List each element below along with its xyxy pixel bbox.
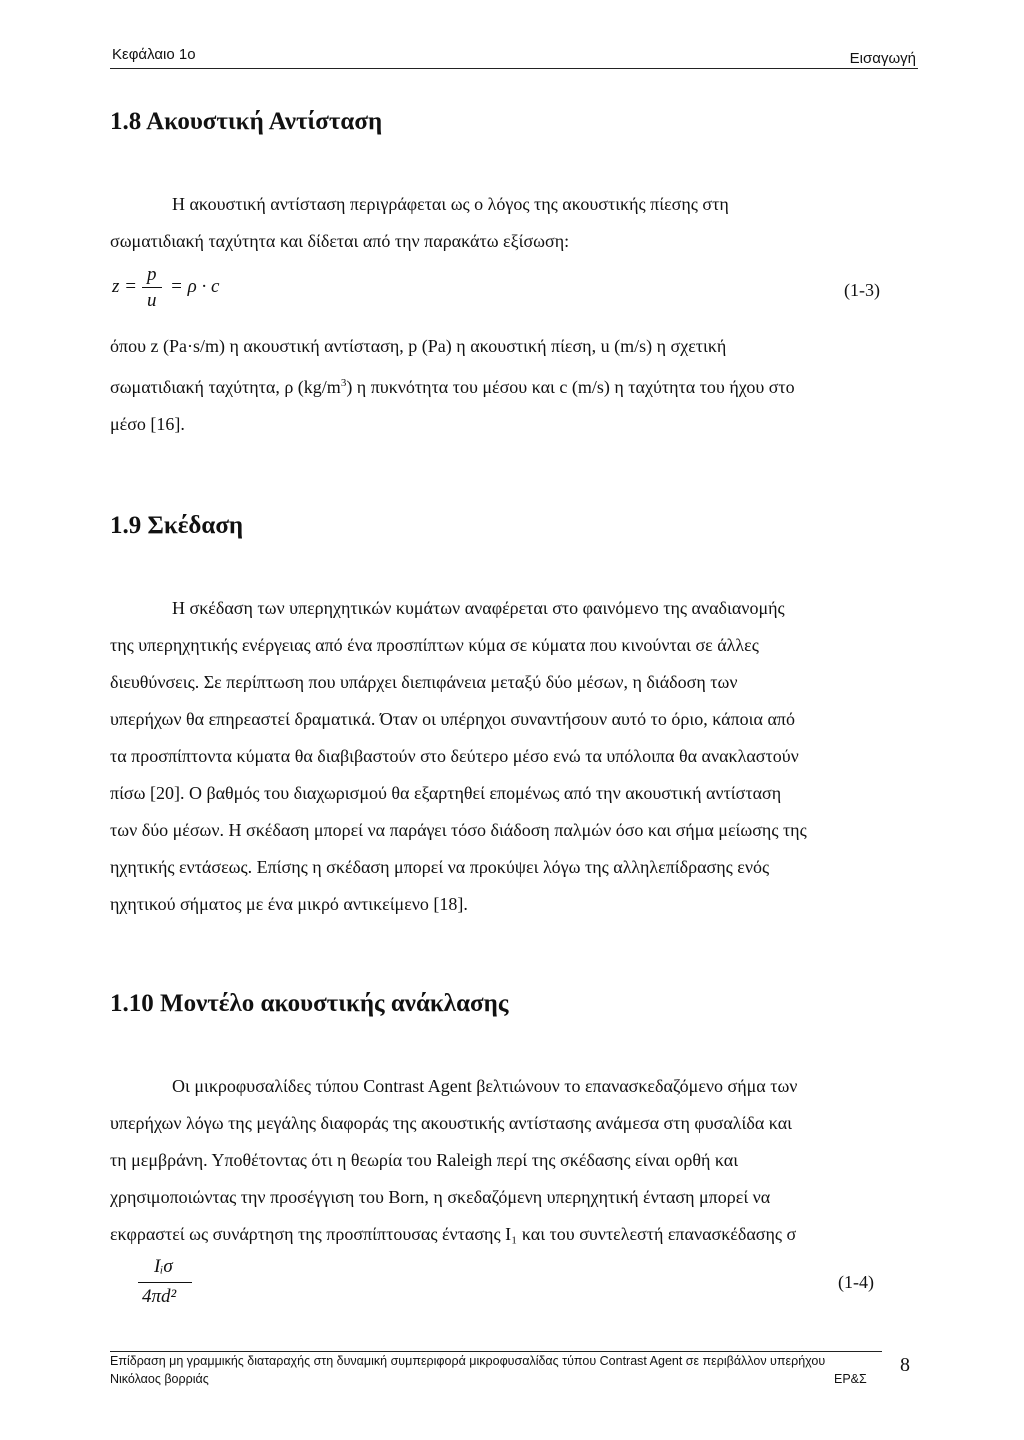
- equation-rhs: = ρ · c: [170, 276, 220, 297]
- paragraph-line: σωματιδιακή ταχύτητα και δίδεται από την παρακάτω εξίσωση:: [110, 231, 570, 251]
- paragraph-line: τη μεμβράνη. Υποθέτοντας ότι η θεωρία του Raleigh περί της σκέδασης είναι ορθή και: [110, 1150, 739, 1170]
- paragraph-line: εκφραστεί ως συνάρτηση της προσπίπτουσας έντασης I₁ και του συντελεστή επανασκέδασης σ: [110, 1224, 797, 1244]
- paragraph-line: όπου z (Pa·s/m) η ακουστική αντίσταση, p (Pa) η ακουστική πίεση, u (m/s) η σχετική: [110, 336, 727, 356]
- chapter-label: Κεφάλαιο 1ο: [112, 46, 196, 63]
- paragraph-reflection-model: [110, 1068, 918, 1253]
- footer-author: Νικόλαος βορριάς: [110, 1372, 209, 1386]
- equation-number-1-4: (1-4): [838, 1272, 874, 1292]
- footer-title: Επίδραση μη γραμμικής διαταραχής στη δυναμική συμπεριφορά μικροφυσαλίδας τύπου Contrast Agent σε περιβάλλον υπερήχου: [110, 1354, 826, 1368]
- equation-numerator: Iᵢσ: [154, 1256, 173, 1277]
- equation-1-4: [138, 1256, 258, 1312]
- paragraph-acoustic-impedance-intro: [110, 186, 918, 260]
- paragraph-line: Η σκέδαση των υπερηχητικών κυμάτων αναφέρεται στο φαινόμενο της αναδιανομής: [172, 598, 785, 618]
- section-heading-1-9: 1.9 Σκέδαση: [110, 512, 244, 539]
- paragraph-scattering: [110, 590, 918, 923]
- page-header: [110, 44, 918, 69]
- paragraph-line: διευθύνσεις. Σε περίπτωση που υπάρχει διεπιφάνεια μεταξύ δύο μέσων, η διάδοση των: [110, 672, 738, 692]
- section-heading-1-8: 1.8 Ακουστική Αντίσταση: [110, 108, 383, 135]
- equation-lhs: z =: [112, 276, 137, 297]
- footer-dept: ΕΡ&Σ: [834, 1372, 867, 1386]
- equation-number-1-3: (1-3): [844, 280, 880, 300]
- paragraph-line: μέσο [16].: [110, 414, 185, 434]
- footer-rule: [110, 1351, 882, 1352]
- paragraph-line: Η ακουστική αντίσταση περιγράφεται ως ο λόγος της ακουστικής πίεσης στη: [172, 194, 729, 214]
- paragraph-line: Οι μικροφυσαλίδες τύπου Contrast Agent βελτιώνουν το επανασκεδαζόμενο σήμα των: [172, 1076, 798, 1096]
- section-label: Εισαγωγή: [849, 50, 916, 67]
- paragraph-line: πίσω [20]. Ο βαθμός του διαχωρισμού θα εξαρτηθεί επομένως από την ακουστική αντίσταση: [110, 783, 782, 803]
- paragraph-line: της υπερηχητικής ενέργειας από ένα προσπίπτων κύμα σε κύματα που κινούνται σε άλλες: [110, 635, 759, 655]
- equation-1-3: [112, 264, 312, 318]
- paragraph-line: ηχητικής εντάσεως. Επίσης η σκέδαση μπορεί να προκύψει λόγω της αλληλεπίδρασης ενός: [110, 857, 770, 877]
- equation-denominator: u: [147, 290, 157, 311]
- paragraph-line: χρησιμοποιώντας την προσέγγιση του Born, η σκεδαζόμενη υπερηχητική ένταση μπορεί να: [110, 1187, 771, 1207]
- equation-denominator: 4πd²: [142, 1286, 177, 1307]
- paragraph-definitions: [110, 328, 918, 443]
- paragraph-line: ηχητικού σήματος με ένα μικρό αντικείμενο [18].: [110, 894, 468, 914]
- section-heading-1-10: 1.10 Μοντέλο ακουστικής ανάκλασης: [110, 990, 509, 1017]
- paragraph-line: σωματιδιακή ταχύτητα, ρ $(kg/m^3)$ η πυκνότητα του μέσου και c (m/s) η ταχύτητα του ήχου στο: [110, 377, 795, 397]
- page-number: 8: [900, 1354, 910, 1376]
- paragraph-line: υπερήχων λόγω της μεγάλης διαφοράς της ακουστικής αντίστασης ανάμεσα στη φυσαλίδα και: [110, 1113, 792, 1133]
- equation-numerator: p: [147, 264, 157, 285]
- paragraph-line: των δύο μέσων. Η σκέδαση μπορεί να παράγει τόσο διάδοση παλμών όσο και σήμα μείωσης της: [110, 820, 807, 840]
- paragraph-line: υπερήχων θα επηρεαστεί δραματικά. Όταν οι υπέρηχοι συναντήσουν αυτό το όριο, κάποια από: [110, 709, 795, 729]
- paragraph-line: τα προσπίπτοντα κύματα θα διαβιβαστούν στο δεύτερο μέσο ενώ τα υπόλοιπα θα ανακλαστούν: [110, 746, 799, 766]
